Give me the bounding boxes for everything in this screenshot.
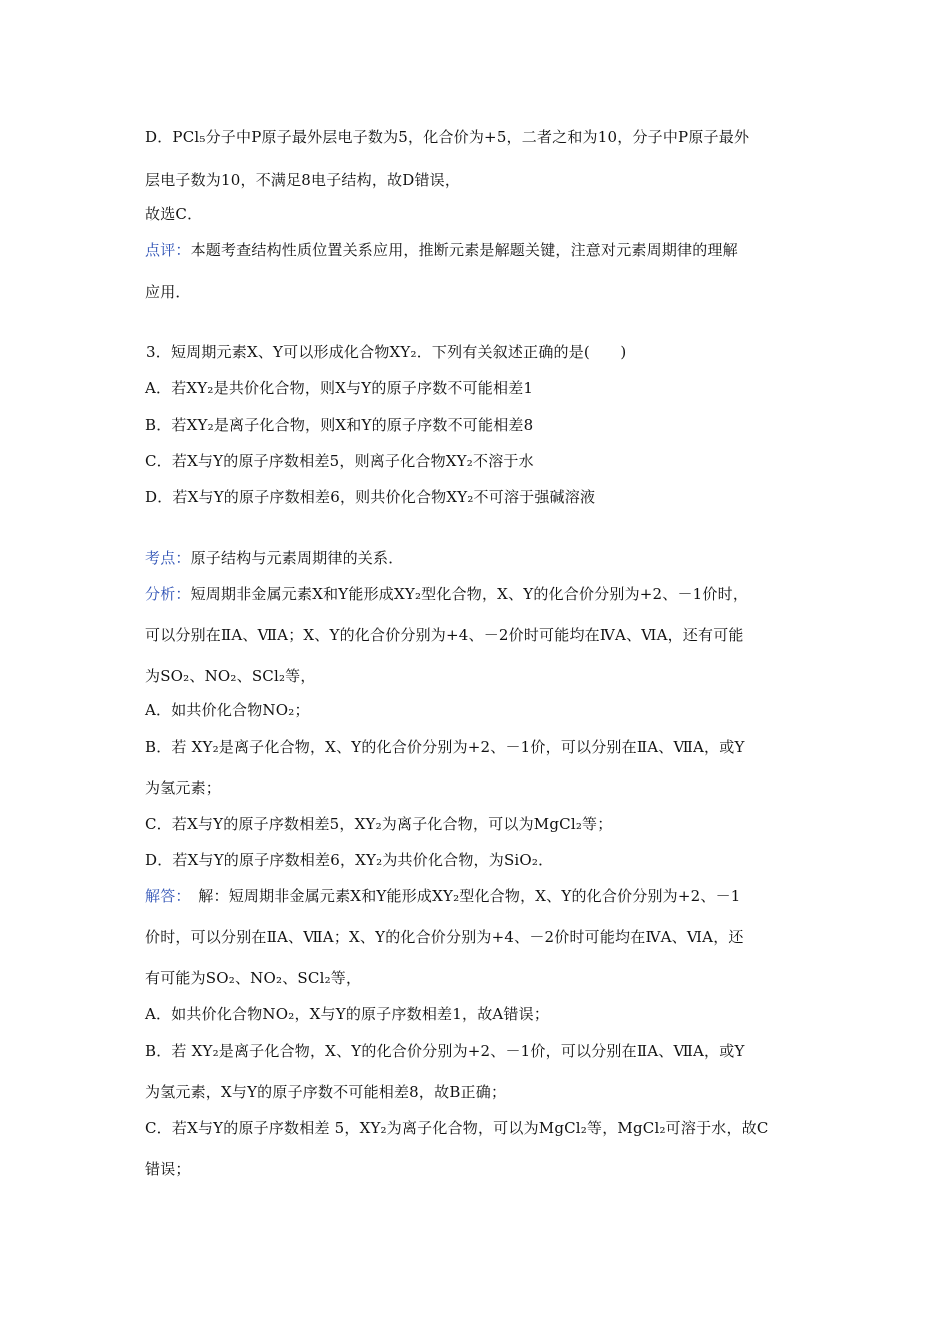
- option-b: B．若XY₂是离子化合物，则X和Y的原子序数不可能相差8: [145, 416, 534, 434]
- kaodian-label: 考点：: [145, 549, 191, 567]
- option-c: C．若X与Y的原子序数相差5，则离子化合物XY₂不溶于水: [145, 452, 534, 470]
- solution-line-c-cont: 错误；: [145, 1160, 191, 1178]
- analysis-line-b: B．若 XY₂是离子化合物，X、Y的化合价分别为+2、－1价，可以分别在ⅡA、ⅦA，或Y: [145, 738, 745, 756]
- solution-text-1: 解：短周期非金属元素X和Y能形成XY₂型化合物，X、Y的化合价分别为+2、－1: [183, 887, 741, 905]
- solution-line-1: [145, 886, 741, 906]
- solution-label: 解答：: [145, 887, 184, 905]
- analysis-line-c: C．若X与Y的原子序数相差5，XY₂为离子化合物，可以为MgCl₂等；: [145, 815, 613, 833]
- comment-text: 本题考查结构性质位置关系应用，推断元素是解题关键，注意对元素周期律的理解: [190, 241, 738, 259]
- analysis-line-a: A．如共价化合物NO₂；: [145, 701, 310, 719]
- comment-line: [145, 240, 738, 260]
- analysis-line-d: D．若X与Y的原子序数相差6，XY₂为共价化合物，为SiO₂．: [145, 851, 554, 869]
- analysis-line-3: 为SO₂、NO₂、SCl₂等，: [145, 667, 316, 685]
- comment-line-cont: 应用．: [145, 283, 191, 301]
- option-d: D．若X与Y的原子序数相差6，则共价化合物XY₂不可溶于强碱溶液: [145, 488, 596, 506]
- solution-line-c: C．若X与Y的原子序数相差 5，XY₂为离子化合物，可以为MgCl₂等，MgCl₂可溶于水，故C: [145, 1119, 769, 1137]
- solution-line-a: A．如共价化合物NO₂，X与Y的原子序数相差1，故A错误；: [145, 1005, 550, 1023]
- question-3-stem: 3．短周期元素X、Y可以形成化合物XY₂．下列有关叙述正确的是( ): [146, 343, 627, 361]
- kaodian-text: 原子结构与元素周期律的关系．: [190, 549, 404, 567]
- solution-line-b: B．若 XY₂是离子化合物，X、Y的化合价分别为+2、－1价，可以分别在ⅡA、ⅦA，或Y: [145, 1042, 745, 1060]
- solution-line-2: 价时，可以分别在ⅡA、ⅦA；X、Y的化合价分别为+4、－2价时可能均在ⅣA、ⅥA，还: [145, 928, 744, 946]
- solution-line-b-cont: 为氢元素，X与Y的原子序数不可能相差8，故B正确；: [145, 1083, 507, 1101]
- analysis-line-2: 可以分别在ⅡA、ⅦA；X、Y的化合价分别为+4、－2价时可能均在ⅣA、ⅥA，还有可能: [145, 626, 744, 644]
- comment-label: 点评：: [145, 241, 191, 259]
- analysis-label: 分析：: [145, 585, 191, 603]
- kaodian-line: [145, 548, 403, 568]
- solution-line-3: 有可能为SO₂、NO₂、SCl₂等，: [145, 969, 362, 987]
- analysis-text-1: 短周期非金属元素X和Y能形成XY₂型化合物，X、Y的化合价分别为+2、－1价时，: [190, 585, 749, 603]
- analysis-line-1: [145, 584, 748, 604]
- text-line-d-pcl5: D．PCl₅分子中P原子最外层电子数为5，化合价为+5，二者之和为10，分子中P原子最外: [145, 128, 750, 146]
- analysis-line-b-cont: 为氢元素；: [145, 779, 222, 797]
- text-line-d-pcl5-cont: 层电子数为10，不满足8电子结构，故D错误，: [145, 171, 461, 189]
- text-line-answer-c: 故选C．: [145, 205, 203, 223]
- option-a: A．若XY₂是共价化合物，则X与Y的原子序数不可能相差1: [145, 379, 534, 397]
